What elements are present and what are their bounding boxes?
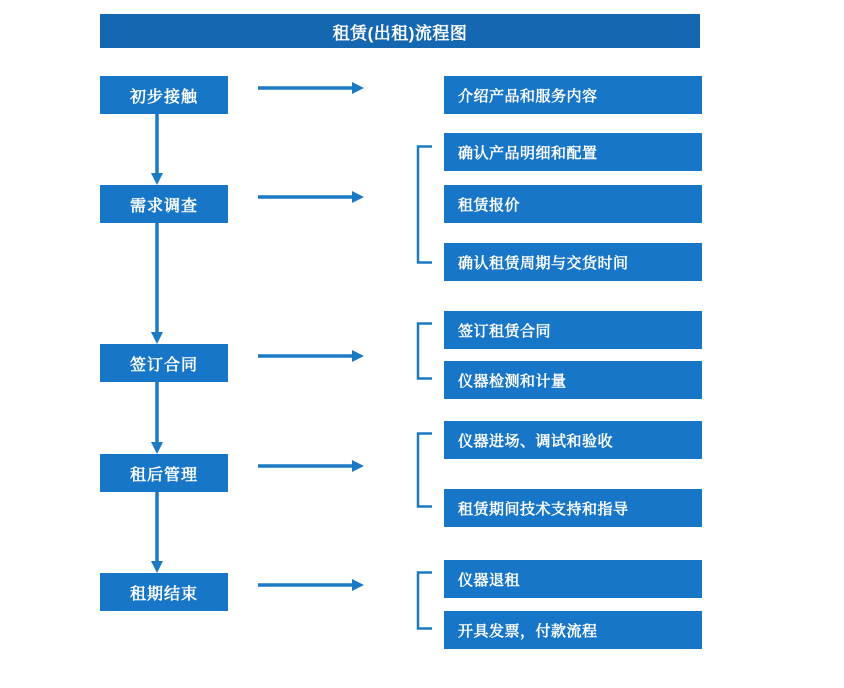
detail-box-label: 仪器检测和计量 (458, 372, 567, 390)
vertical-arrow (147, 382, 167, 454)
detail-box-label: 仪器退租 (458, 571, 521, 589)
horizontal-arrow (258, 456, 364, 476)
stage-box[interactable] (100, 344, 228, 382)
detail-box[interactable] (444, 560, 702, 598)
vertical-arrow (147, 114, 167, 185)
detail-box-label: 签订租赁合同 (458, 322, 552, 340)
detail-box-label: 仪器进场、调试和验收 (458, 432, 614, 450)
stage-box-label: 签订合同 (129, 356, 198, 374)
detail-box[interactable] (444, 243, 702, 281)
stage-box-label: 初步接触 (129, 88, 198, 106)
stage-box[interactable] (100, 76, 228, 114)
stage-box[interactable] (100, 573, 228, 611)
detail-box[interactable] (444, 311, 702, 349)
vertical-arrow (147, 223, 167, 344)
stage-box-label: 租后管理 (129, 466, 198, 484)
horizontal-arrow (258, 346, 364, 366)
detail-box-label: 确认租赁周期与交货时间 (458, 254, 629, 272)
vertical-arrow (147, 492, 167, 573)
group-bracket (416, 322, 432, 380)
stage-box[interactable] (100, 185, 228, 223)
detail-box[interactable] (444, 185, 702, 223)
detail-box[interactable] (444, 361, 702, 399)
group-bracket (416, 571, 432, 630)
horizontal-arrow (258, 78, 364, 98)
page-title: 租赁(出租)流程图 (100, 14, 700, 48)
detail-box-label: 开具发票，付款流程 (458, 622, 598, 640)
detail-box-label: 介绍产品和服务内容 (458, 87, 598, 105)
detail-box[interactable] (444, 421, 702, 459)
group-bracket (416, 145, 432, 264)
detail-box[interactable] (444, 489, 702, 527)
detail-box[interactable] (444, 611, 702, 649)
group-bracket (416, 432, 432, 508)
detail-box[interactable] (444, 133, 702, 171)
detail-box-label: 租赁报价 (458, 196, 521, 214)
stage-box-label: 需求调查 (129, 197, 198, 215)
detail-box-label: 确认产品明细和配置 (458, 144, 598, 162)
horizontal-arrow (258, 187, 364, 207)
detail-box[interactable] (444, 76, 702, 114)
stage-box-label: 租期结束 (129, 585, 198, 603)
stage-box[interactable] (100, 454, 228, 492)
horizontal-arrow (258, 575, 364, 595)
detail-box-label: 租赁期间技术支持和指导 (458, 500, 629, 518)
